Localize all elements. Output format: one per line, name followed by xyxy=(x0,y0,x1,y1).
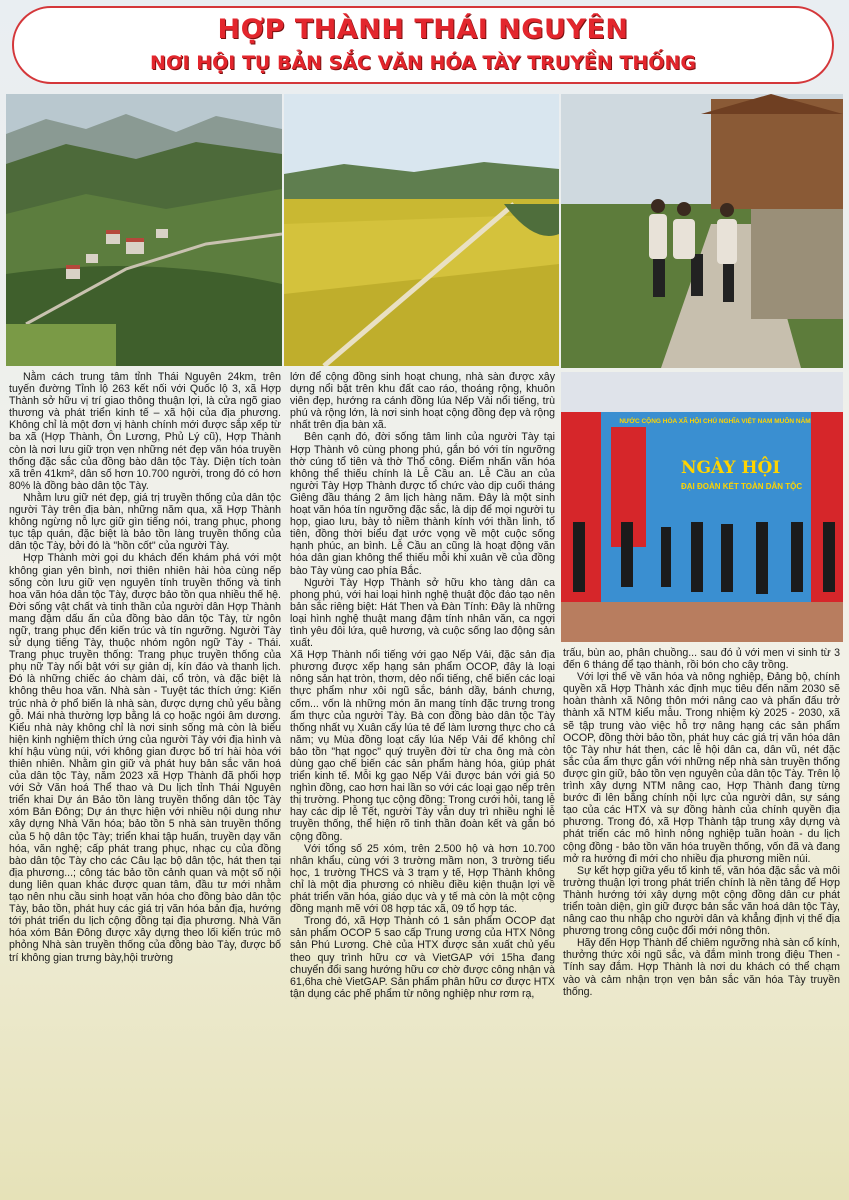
article-column-1 xyxy=(9,371,281,964)
banner-top-line: NƯỚC CỘNG HÒA XÃ HỘI CHỦ NGHĨA VIỆT NAM MUÔN NĂM xyxy=(619,418,811,425)
banner-subtitle: ĐẠI ĐOÀN KẾT TOÀN DÂN TỘC xyxy=(681,482,803,491)
header-banner xyxy=(12,6,834,84)
paragraph: Với lợi thế về văn hóa và nông nghiệp, Đảng bộ, chính quyền xã Hợp Thành xác định mục tiêu đến năm 2030 sẽ hoàn thành xã Nông thôn mới nâng cao và phấn đấu trở thành xã NTM kiểu mẫu. Trong nhiệm kỳ 2025 - 2030, xã sẽ tập trung vào việc hỗ trợ nâng hạng các sản phẩm OCOP, đồng thời bảo tồn, phát huy các giá trị văn hóa dân tộc Tày như hát then, các lễ hội dân ca, dân vũ, nét đặc sắc của ẩm thực gắn với những nếp nhà sàn truyền thống được gìn giữ, bảo tồn vẹn nguyên của dân tộc Tày. Trên lộ trình xây dựng NTM nâng cao, Hợp Thành đang từng bước đi lên bằng chính nội lực của người dân, sự sáng tạo của các HTX và sự đồng hành của chính quyền địa phương. Trong đó, xã Hợp Thành tập trung xây dựng và phát triển các mô hình nông nghiệp tuần hoàn - du lịch cộng đồng - bảo tồn văn hóa truyền thống, vốn đã và đang mở ra hướng đi mới cho nhiều địa phương miền núi. xyxy=(563,671,840,865)
village-aerial-photo xyxy=(6,94,282,366)
page-subtitle: NƠI HỘI TỤ BẢN SẮC VĂN HÓA TÀY TRUYỀN THỐNG xyxy=(150,52,696,74)
banner-title: NGÀY HỘI xyxy=(681,458,781,478)
article-column-3 xyxy=(563,647,840,998)
rice-field-photo xyxy=(284,94,559,366)
paragraph: Hợp Thành mời gọi du khách đến khám phá với một không gian yên bình, nơi thiên nhiên hài hòa cùng nếp sống còn lưu giữ vẹn nguyên tính truyền thống và tinh hoa văn hóa dân tộc Tày, được bảo tồn qua nhiều thế hệ. Đời sống vật chất và tinh thần của người dân Hợp Thành mang đậm dấu ấn của đồng bào dân tộc Tày, từ ngôn ngữ, trang phục đến kiến trúc và tín ngưỡng. Người Tày sử dụng tiếng Tày, thuộc nhóm ngôn ngữ Tày - Thái. Trang phục truyền thống: Trang phục truyền thống của phụ nữ Tày nổi bật với sự giản dị, kín đáo và thanh lịch. Đó là những chiếc áo chàm dài, cổ tròn, và đặc biệt là không thêu hoa văn. Nhà sàn - Tuyệt tác thích ứng: Kiến trúc nhà ở phổ biến là nhà sàn, được dựng chủ yếu bằng gỗ. Mái nhà thường lợp bằng lá cọ hoặc ngói âm dương. Kiểu nhà này không chỉ là nơi sinh sống mà còn là biểu hiện kinh nghiệm thích ứng của người Tày với địa hình và khí hậu vùng núi, với không gian được bố trí hài hòa với thiên nhiên. Nhằm gìn giữ và phát huy bản sắc văn hoá của dân tộc Tày, năm 2023 xã Hợp Thành đã phối hợp với Sở Văn hoá Thể thao và Du lịch tỉnh Thái Nguyên triển khai Dự án Bảo tồn làng truyền thống dân tộc Tày xóm Bản Đông; Dự án thực hiện với nhiều nội dung như xây dựng Nhà Văn hóa; bảo tồn 5 nhà sàn truyền thống của 5 hộ dân tộc Tày; triển khai tập huấn, truyền dạy văn hóa, văn nghệ; cấp phát trang phục, nhạc cụ của đồng bào dân tộc Tày cho các Câu lạc bộ dân tộc, hát then tại địa phương...; công tác bảo tồn cảnh quan và một số nội dung liên quan khác được quan tâm, đầu tư mới nhằm tạo nên nhu cầu sinh hoạt văn hóa cho đồng bào dân tộc Tày, bảo tồn, phát huy các giá trị văn hóa bản địa, hướng tới phát triển du lịch cộng đồng tại địa phương. Nhà Văn hóa xóm Bản Đông được xây dựng theo lối kiến trúc mô phỏng Nhà sàn truyền thống của đồng bào Tày, được bố trí không gian trưng bày,hội trường xyxy=(9,552,281,964)
paragraph: Hãy đến Hợp Thành để chiêm ngưỡng nhà sàn cổ kính, thưởng thức xôi ngũ sắc, và đắm mình trong điệu Then - Tính say đắm. Hợp Thành là nơi du khách có thể chạm vào và cảm nhận trọn vẹn bản sắc văn hóa Tày truyền thống. xyxy=(563,937,840,998)
paragraph: Với tổng số 25 xóm, trên 2.500 hộ và hơn 10.700 nhân khẩu, cùng với 3 trường mầm non, 3 trường tiểu học, 1 trường THCS và 3 trạm y tế, Hợp Thành không chỉ là một địa phương có nhiều điều kiện thuận lợi về phát triển văn hóa, giáo dục và y tế mà còn là một cộng đồng mạnh mẽ với 08 hợp tác xã, 09 tổ hợp tác. xyxy=(290,842,555,916)
visitors-photo xyxy=(561,94,843,368)
paragraph: Xã Hợp Thành nổi tiếng với gạo Nếp Vải, đặc sản địa phương được xếp hạng sản phẩm OCOP, đây là loại nông sản hạt tròn, thơm, dẻo nổi tiếng, chế biến các loại thực phẩm như xôi ngũ sắc, bánh dầy, bánh chưng, cốm... vốn là những món ăn mang tính đặc trưng trong ẩm thực của người Tày. Bà con đồng bào dân tộc Tày thống nhất vụ Xuân cấy lúa tẻ để làm lương thực cho cả năm; vụ Mùa đồng loạt cấy lúa Nếp Vải để không chỉ bảo tồn "hạt ngọc" quý truyền đời từ cha ông mà còn dùng gạo chế biến các sản phẩm hàng hóa, giúp phát triển kinh tế. Mỗi kg gạo Nếp Vải được bán với giá 50 nghìn đồng, cao hơn hai lần so với các loại gạo nếp trên thị trường. Phong tục cộng đồng: Trong cưới hỏi, tang lễ hay các dịp lễ Tết, người Tày vẫn duy trì nhiều nghi lễ truyền thống, thể hiện rõ tinh thần đoàn kết và gắn bó cộng đồng. xyxy=(290,649,555,843)
paragraph: Sự kết hợp giữa yếu tố kinh tế, văn hóa đặc sắc và môi trường thuận lợi trong phát triển chính là nền tảng để Hợp Thành hướng tới xây dựng một cộng đồng dân cư phát triển toàn diện, gìn giữ được bản sắc văn hoá dân tộc Tày, nâng cao thu nhập cho người dân và khẳng định vị thế địa phương trong công cuộc đổi mới nông thôn. xyxy=(563,864,840,938)
festival-stage-photo xyxy=(561,372,843,642)
paragraph: Nằm cách trung tâm tỉnh Thái Nguyên 24km, trên tuyến đường Tỉnh lộ 263 kết nối với Quốc lộ 3, xã Hợp Thành sở hữu vị trí giao thông thuận lợi, là cửa ngõ giao thương và phát triển kinh tế – xã hội của địa phương. Không chỉ là một đơn vị hành chính mới được sắp xếp từ ba xã (Hợp Thành, Ôn Lương, Phủ Lý cũ), Hợp Thành còn là nơi lưu giữ trọn vẹn những nét đẹp văn hóa truyền thống đặc sắc của đồng bào dân tộc Tày. Diện tích toàn xã trên 41km², dân số hơn 10.700 người, trong đó có hơn 80% là đồng bào dân tộc Tày. xyxy=(9,371,281,492)
paragraph: Bên cạnh đó, đời sống tâm linh của người Tày tại Hợp Thành vô cùng phong phú, gắn bó với tín ngưỡng thờ cúng tổ tiên và thờ Thổ công. Điểm nhấn văn hóa không thể thiếu chính là Lễ Cầu an. Lễ Cầu an của người Tày Hợp Thành được tổ chức vào dịp cuối tháng Giêng đầu tháng 2 âm lịch hàng năm. Đây là một sinh hoạt văn hóa tín ngưỡng đặc sắc, là dịp để mọi người tụ họp, giao lưu, bày tỏ niềm thành kính với thần linh, tổ tiên, đồng thời biểu đạt ước vọng về một cuộc sống hạnh phúc, an bình. Lễ Cầu an cũng là hoạt động văn hóa dân gian không thể thiếu mỗi khi xuân về của đồng bào Tày vùng cao phía Bắc. xyxy=(290,431,555,577)
paragraph: Người Tày Hợp Thành sở hữu kho tàng dân ca phong phú, với hai loại hình nghệ thuật độc đáo tạo nên bản sắc riêng biệt: Hát Then và Đàn Tính: Đây là những loại hình nghệ thuật mang đậm tính nhân văn, ca ngợi tình yêu đôi lứa, quê hương, và cuộc sống lao động sản xuất. xyxy=(290,576,555,650)
article-column-2 xyxy=(290,371,555,1000)
page-title: HỢP THÀNH THÁI NGUYÊN xyxy=(217,14,629,45)
paragraph: Trong đó, xã Hợp Thành có 1 sản phẩm OCOP đạt sản phẩm OCOP 5 sao cấp Trung ương của HTX Nông sản Phú Lương. Chè của HTX được sản xuất chủ yếu theo quy trình hữu cơ và VietGAP với 15ha đang chuyển đổi sang hướng hữu cơ chờ được công nhận và 61,6ha chè VietGAP. Sản phẩm phân hữu cơ được HTX tận dụng các phế phẩm từ nông nghiệp như rơm rạ, xyxy=(290,915,555,1000)
paragraph: Nhằm lưu giữ nét đẹp, giá trị truyền thống của dân tộc người Tày trên địa bàn, những năm qua, xã Hợp Thành không ngừng nỗ lực giữ gìn tiếng nói, trang phục, phong tục tập quán, đặc biệt là bảo tồn làng truyền thống của dân tộc Tày, bởi đó là "hồn cốt" của người Tày. xyxy=(9,491,281,553)
paragraph: trấu, bùn ao, phân chuồng... sau đó ủ với men vi sinh từ 3 đến 6 tháng để tạo thành, rồi bón cho cây trồng. xyxy=(563,647,840,672)
paragraph: lớn để cộng đồng sinh hoạt chung, nhà sàn được xây dựng nổi bật trên khu đất cao ráo, thoáng rộng, khuôn viên đẹp, hướng ra cánh đồng lúa Nếp Vải nổi tiếng, trù phú và rộng lớn, là nơi sinh hoạt cộng đồng đẹp và rộng nhất trên địa bàn xã. xyxy=(290,371,555,432)
